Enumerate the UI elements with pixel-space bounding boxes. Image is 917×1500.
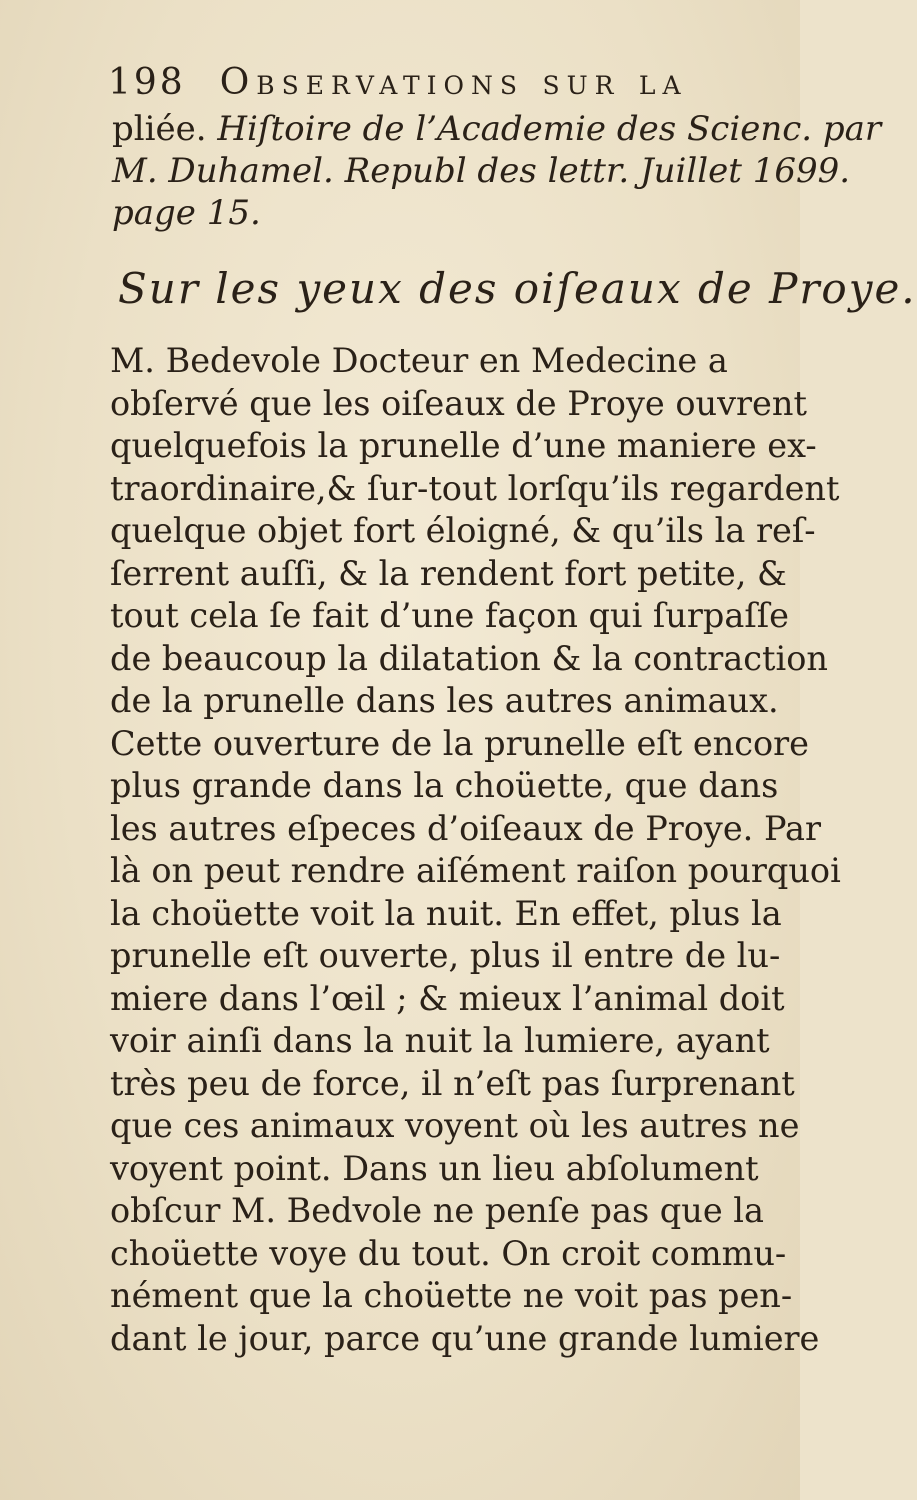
text-line: prunelle eſt ouverte, plus il entre de lu-: [110, 936, 781, 975]
text-line: miere dans l’œil ; & mieux l’animal doit: [110, 978, 785, 1018]
text-line: les autres eſpeces d’oiſeaux de Proye. Par: [110, 808, 821, 848]
citation-line: [112, 108, 882, 150]
citation-line: [112, 192, 772, 234]
text-line: très peu de force, il n’eſt pas ſurprenant: [110, 1063, 795, 1103]
text-line: obſcur M. Bedvole ne penſe pas que la: [110, 1191, 764, 1230]
text-line: traordinaire,& ſur-tout lorſqu’ils regardent: [110, 468, 840, 508]
text-line: de beaucoup la dilatation & la contraction: [110, 638, 828, 678]
text-line: M. Bedevole Docteur en Medecine a: [110, 341, 728, 380]
citation-italic-text: Hiſtoire de l’Academie des Scienc. par: [217, 109, 882, 149]
text-line: voyent point. Dans un lieu abſolument: [110, 1148, 759, 1188]
running-head: Observations sur la: [219, 62, 688, 103]
citation-block: [112, 108, 882, 234]
text-line: de la prunelle dans les autres animaux.: [110, 681, 779, 720]
text-line: que ces animaux voyent où les autres ne: [110, 1106, 800, 1145]
citation-line: [112, 150, 851, 192]
citation-italic-text: page 15.: [112, 193, 261, 233]
citation-italic-text: M. Duhamel. Republ des lettr. Juillet 1699.: [112, 151, 851, 191]
page-number: 198: [108, 62, 186, 103]
body-text: [110, 340, 841, 1360]
text-line: Cette ouverture de la prunelle eſt encore: [110, 723, 809, 763]
text-line: ſerrent auſſi, & la rendent fort petite, &: [110, 553, 787, 593]
text-line: quelque objet fort éloigné, & qu’ils la reſ-: [110, 511, 816, 550]
page-header: [108, 62, 718, 110]
text-line: tout cela ſe fait d’une façon qui ſurpaſſe: [110, 596, 789, 635]
text-line: choüette voye du tout. On croit commu-: [110, 1233, 787, 1273]
citation-upright-text: pliée.: [112, 109, 218, 149]
text-line: la choüette voit la nuit. En effet, plus la: [110, 893, 782, 933]
section-title: Sur les yeux des oiſeaux de Proye.: [118, 264, 917, 313]
text-line: obſervé que les oiſeaux de Proye ouvrent: [110, 383, 807, 423]
text-line: voir ainſi dans la nuit la lumiere, ayant: [110, 1021, 770, 1060]
text-line: nément que la choüette ne voit pas pen-: [110, 1276, 793, 1315]
text-line: quelquefois la prunelle d’une maniere ex-: [110, 426, 817, 465]
text-line: plus grande dans la choüette, que dans: [110, 766, 779, 805]
text-line: là on peut rendre aiſément raiſon pourquoi: [110, 851, 841, 890]
text-line: dant le jour, parce qu’une grande lumiere: [110, 1318, 820, 1358]
